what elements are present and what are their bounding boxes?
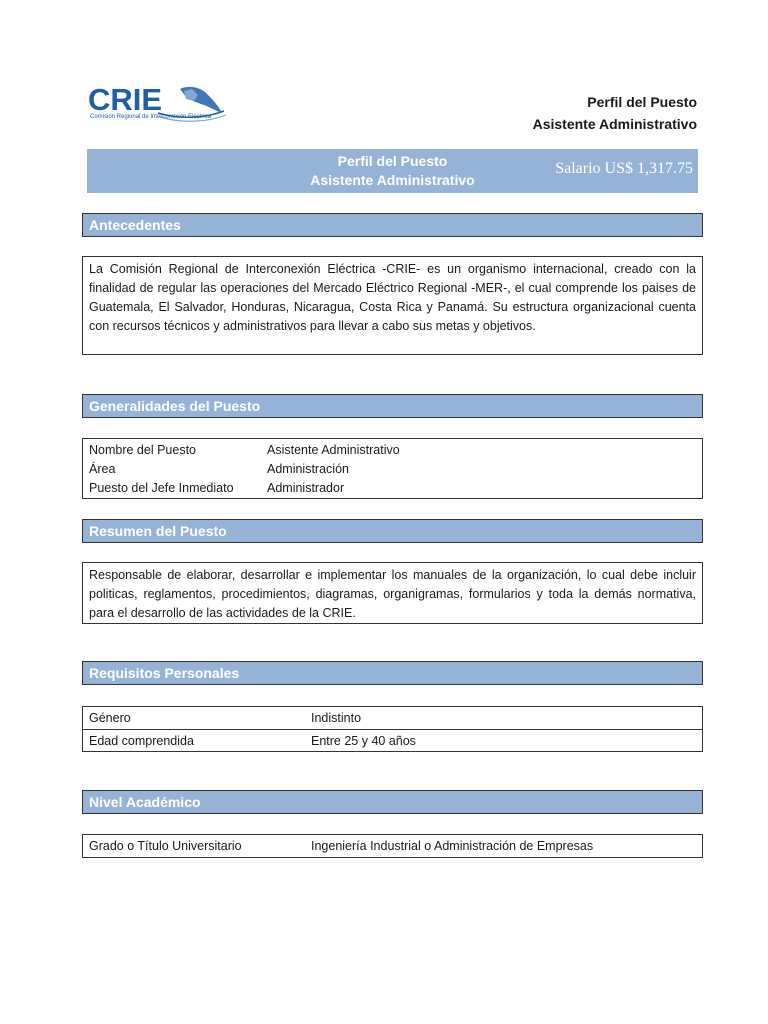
resumen-box (82, 562, 703, 624)
antecedentes-box (82, 256, 703, 355)
logo-wordmark: CRIE (88, 82, 163, 117)
salary-label: Salario US$ 1,317.75 (555, 160, 693, 177)
section-header-requisitos: Requisitos Personales (82, 661, 703, 685)
info-label: Área (89, 462, 116, 476)
logo-subtitle: Comisión Regional de Interconexión Eléctrica (90, 114, 212, 120)
section-header-resumen: Resumen del Puesto (82, 519, 703, 543)
table-value: Ingeniería Industrial o Administración de Empresas (311, 839, 594, 853)
info-value: Administrador (267, 481, 345, 495)
table-label: Edad comprendida (89, 734, 194, 748)
info-label: Puesto del Jefe Inmediato (89, 481, 234, 495)
table-row (83, 707, 702, 730)
info-value: Administración (267, 462, 349, 476)
header-subtitle: Asistente Administrativo (532, 116, 697, 132)
section-header-nivel: Nivel Académico (82, 790, 703, 814)
table-value: Entre 25 y 40 años (311, 734, 416, 748)
table-label: Grado o Título Universitario (89, 839, 242, 853)
info-label: Nombre del Puesto (89, 443, 197, 457)
info-row (83, 460, 702, 479)
resumen-text: Responsable de elaborar, desarrollar e implementar los manuales de la organización, lo cual debe incluir politicas, reglamentos, procedimientos, diagramas, organigramas, formularios y toda la demás normativa, para el desarrollo de las actividades de la CRIE. (89, 568, 696, 620)
header-title: Perfil del Puesto (587, 94, 697, 110)
antecedentes-text: La Comisión Regional de Interconexión Eléctrica -CRIE- es un organismo internacional, creado con la finalidad de regular las operaciones del Mercado Eléctrico Regional -MER-, el cual comprende los paises de Guatemala, El Salvador, Honduras, Nicaragua, Costa Rica y Panamá. Su estructura organizacional cuenta con recursos técnicos y administrativos para llevar a cabo sus metas y objetivos. (89, 262, 696, 333)
banner-subtitle: Asistente Administrativo (310, 172, 475, 188)
generalidades-box (82, 438, 703, 499)
info-value: Asistente Administrativo (267, 443, 400, 457)
requisitos-table (82, 706, 703, 752)
info-row (83, 479, 702, 498)
table-label: Género (89, 711, 131, 725)
section-header-antecedentes: Antecedentes (82, 213, 703, 237)
info-row (83, 441, 702, 460)
table-row (83, 730, 702, 752)
table-row (83, 835, 702, 857)
nivel-table (82, 834, 703, 858)
title-banner (87, 149, 698, 193)
section-header-generalidades: Generalidades del Puesto (82, 394, 703, 418)
banner-title: Perfil del Puesto (337, 153, 448, 169)
table-value: Indistinto (311, 711, 362, 725)
